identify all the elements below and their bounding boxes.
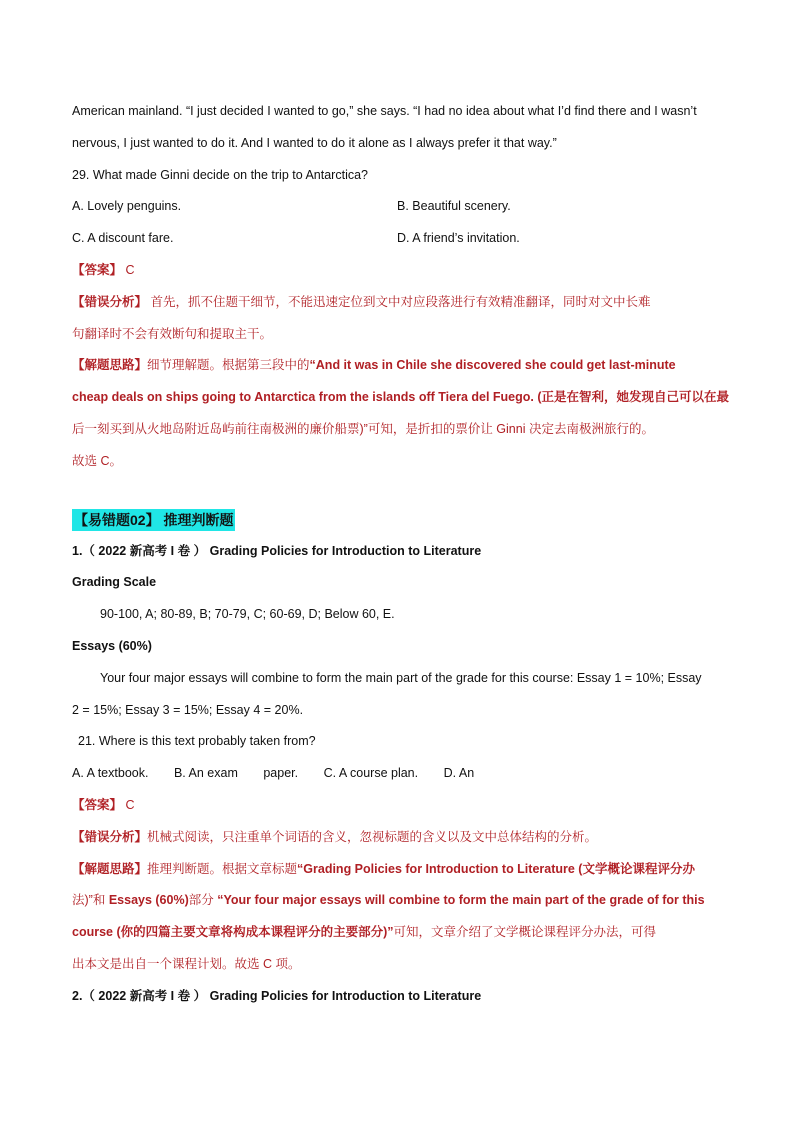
q21-solution-label: 【解题思路】 — [72, 861, 148, 876]
q21-error-text: 机械式阅读，只注重单个词语的含义，忽视标题的含义以及文中总体结构的分析。 — [147, 829, 598, 844]
solution-quote-end: 后一刻买到从火地岛附近岛屿前往南极洲的廉价船票)” — [72, 421, 368, 436]
q21-solution-2d: 部分 — [188, 893, 214, 908]
essays-heading: Essays (60%) — [72, 638, 152, 653]
item-1-source: 2022 新高考 I 卷 — [98, 543, 191, 558]
banner-prefix: 【易错题 — [74, 511, 130, 528]
answer-label: 【答案】 — [72, 262, 123, 277]
solution-quote: “And it was in Chile she discovered she could get last-minute — [309, 358, 676, 373]
solution-text: 细节理解题。根据第三段中的 — [147, 358, 310, 373]
q21-solution-2c: Essays (60%) — [108, 893, 189, 908]
option-c: C. A discount fare. — [72, 231, 174, 246]
item-1-number: 1.（ — [72, 543, 95, 558]
answer-line — [72, 255, 724, 287]
option-b: B. Beautiful scenery. — [397, 199, 511, 214]
q21-option-a: A. A textbook. — [72, 766, 149, 781]
options-row-1 — [72, 191, 724, 223]
grading-scale-values: 90-100, A; 80-89, B; 70-79, C; 60-69, D; Below 60, E. — [100, 607, 395, 622]
solution-quote-cont: cheap deals on ships going to Antarctica from the islands off Tiera del Fuego. (正是在智利，她发现自己可以在最 — [72, 390, 730, 405]
essays-line-1: Your four major essays will combine to form the main part of the grade for this course: Essay 1 = 10%; Essay — [100, 670, 702, 685]
option-a: A. Lovely penguins. — [72, 199, 182, 214]
section-banner — [72, 509, 235, 531]
solution-conclusion: 可知，是折扣的票价让 Ginni 决定去南极洲旅行的。 — [367, 421, 654, 436]
solution-line-2 — [72, 382, 730, 414]
q21-solution-2a: 法)” — [72, 893, 93, 908]
q21-answer-value: C — [125, 797, 135, 812]
options-row-2 — [72, 223, 724, 255]
item-1-close: ） — [193, 543, 207, 558]
passage-line-1: American mainland. “I just decided I wanted to go,” she says. “I had no idea about what I’d find there and I wasn’t — [72, 104, 697, 118]
item-2-title: Grading Policies for Introduction to Literature — [209, 988, 482, 1003]
q21-solution-2b: 和 — [92, 893, 106, 908]
q21-solution-line-3 — [72, 917, 724, 949]
document-page — [72, 96, 730, 1013]
q21-option-b: B. An exam — [173, 766, 238, 781]
passage-line-2: nervous, I just wanted to do it. And I wanted to do it alone as I always prefer it that way.” — [72, 135, 557, 150]
question-21: 21. Where is this text probably taken from? — [78, 734, 316, 749]
q21-solution-line-4: 出本文是出自一个课程计划。故选 C 项。 — [72, 956, 301, 971]
q21-solution-line-1 — [72, 854, 724, 886]
essays-line-2: 2 = 15%; Essay 3 = 15%; Essay 4 = 20%. — [72, 702, 304, 717]
solution-label: 【解题思路】 — [72, 358, 148, 373]
q21-solution-2e: “Your four major essays will combine to form the main part of the grade of for this — [217, 893, 705, 908]
q21-error-line — [72, 822, 724, 854]
q21-solution-quote: “Grading Policies for Introduction to Literature (文学概论课程评分办 — [297, 861, 695, 876]
banner-number: 02 — [130, 511, 146, 528]
solution-line-4: 故选 C。 — [72, 453, 123, 468]
q21-error-label: 【错误分析】 — [72, 829, 148, 844]
error-text: 首先，抓不住题干细节，不能迅速定位到文中对应段落进行有效精准翻译，同时对文中长难 — [147, 294, 651, 309]
q21-option-c: C. A course plan. — [323, 766, 419, 781]
question-21-options — [72, 758, 724, 790]
error-analysis-line-1 — [72, 287, 724, 319]
item-1-heading — [72, 536, 724, 568]
error-analysis-line-2: 句翻译时不会有效断句和提取主干。 — [72, 326, 273, 341]
grading-scale-heading: Grading Scale — [72, 575, 157, 590]
q21-solution-line-2 — [72, 885, 724, 917]
q21-solution-text: 推理判断题。根据文章标题 — [147, 861, 298, 876]
item-2-source: 2022 新高考 I 卷 — [98, 988, 191, 1003]
spacer — [72, 478, 724, 504]
item-2-number: 2.（ — [72, 988, 95, 1003]
item-2-heading — [72, 981, 724, 1013]
answer-value: C — [125, 262, 135, 277]
q21-option-d: D. An — [443, 766, 475, 781]
q21-solution-3a: course (你的四篇主要文章将构成本课程评分的主要部分)” — [72, 925, 394, 940]
banner-title: 】 推理判断题 — [145, 511, 234, 528]
error-label: 【错误分析】 — [72, 294, 148, 309]
item-1-title: Grading Policies for Introduction to Literature — [209, 543, 482, 558]
q21-answer-label: 【答案】 — [72, 797, 123, 812]
option-d: D. A friend’s invitation. — [397, 231, 520, 246]
q21-option-b-cont: paper. — [263, 766, 299, 781]
item-2-close: ） — [193, 988, 207, 1003]
solution-line-1 — [72, 350, 724, 382]
question-29: 29. What made Ginni decide on the trip to Antarctica? — [72, 167, 369, 182]
solution-line-3 — [72, 414, 724, 446]
section-banner-row — [72, 504, 724, 536]
q21-answer-line — [72, 790, 724, 822]
q21-solution-3b: 可知，文章介绍了文学概论课程评分办法，可得 — [393, 925, 657, 940]
